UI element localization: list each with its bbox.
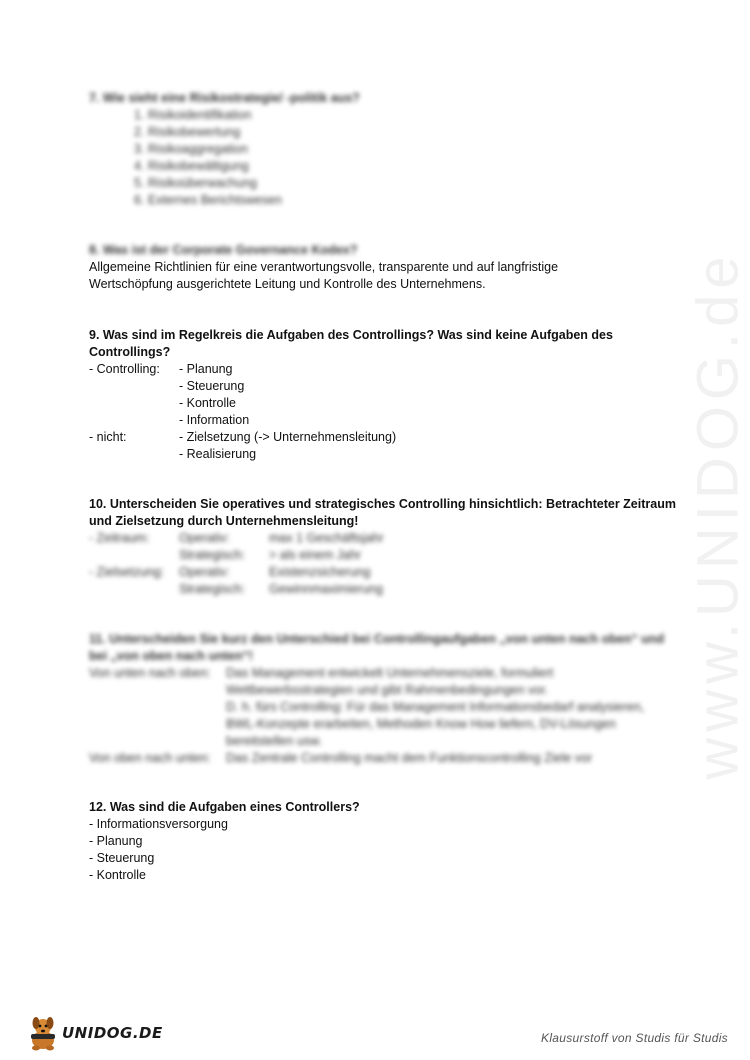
- question-8-answer-line-1: Allgemeine Richtlinien für eine verantwortungsvolle, transparente und auf langfristige: [89, 260, 559, 274]
- list-item: - Steuerung: [179, 379, 245, 393]
- nicht-label: - nicht:: [89, 430, 127, 444]
- text-line: BWL-Konzepte erarbeiten, Methoden Know How liefern, DV-Lösungen: [226, 717, 616, 731]
- text-line: D. h. fürs Controlling: Für das Management Informationsbedarf analysieren,: [226, 700, 645, 714]
- table-cell: [89, 581, 179, 598]
- controlling-label: - Controlling:: [89, 362, 160, 376]
- text-line: Wettbewerbsstrategien und gibt Rahmenbedingungen vor.: [226, 683, 549, 697]
- question-12: [89, 799, 669, 884]
- question-10: [89, 496, 689, 598]
- table-cell: Gewinnmaximierung: [269, 582, 383, 596]
- table-cell: [89, 547, 179, 564]
- table-cell: - Zielsetzung:: [89, 565, 165, 579]
- table-row: [89, 530, 689, 547]
- up-lines: [226, 665, 689, 750]
- question-8: [89, 242, 669, 293]
- nicht-items: [179, 429, 669, 463]
- list-item: 4. Risikobewältigung: [134, 159, 249, 173]
- logo-text: UNIDOG.DE: [62, 1023, 163, 1042]
- question-9-title-line-2: Controllings?: [89, 345, 171, 359]
- question-11: [89, 631, 689, 767]
- question-9-title-line-1: 9. Was sind im Regelkreis die Aufgaben des Controllings? Was sind keine Aufgaben des: [89, 328, 613, 342]
- question-8-answer-line-2: Wertschöpfung ausgerichtete Leitung und Kontrolle des Unternehmens.: [89, 277, 486, 291]
- list-item: - Informationsversorgung: [89, 817, 228, 831]
- up-label: Von unten nach oben:: [89, 666, 211, 680]
- question-10-title-line-2: und Zielsetzung durch Unternehmensleitung!: [89, 514, 359, 528]
- question-10-table: [89, 530, 689, 598]
- nicht-row: [89, 429, 669, 463]
- dog-icon: [26, 1014, 60, 1052]
- table-cell: > als einem Jahr: [269, 548, 362, 562]
- table-cell: Operativ:: [179, 531, 230, 545]
- list-item: 2. Risikobewertung: [134, 125, 241, 139]
- table-cell: - Zeitraum:: [89, 531, 150, 545]
- list-item: - Planung: [179, 362, 233, 376]
- list-item: - Steuerung: [89, 851, 155, 865]
- table-cell: max 1 Geschäftsjahr: [269, 531, 384, 545]
- table-row: [89, 564, 689, 581]
- down-line: Das Zentrale Controlling macht dem Funktionscontrolling Ziele vor: [226, 751, 593, 765]
- list-item: 3. Risikoaggregation: [134, 142, 248, 156]
- down-label: Von oben nach unten:: [89, 751, 211, 765]
- unidog-logo: [26, 1014, 163, 1052]
- table-row: [89, 581, 689, 598]
- text-line: bereitstellen usw.: [226, 734, 322, 748]
- list-item: 6. Externes Berichtswesen: [134, 193, 282, 207]
- footer-tagline: Klausurstoff von Studis für Studis: [541, 1031, 728, 1045]
- table-row: [89, 547, 689, 564]
- list-item: - Realisierung: [179, 447, 257, 461]
- list-item: 1. Risikoidentifikation: [134, 108, 252, 122]
- question-12-title: 12. Was sind die Aufgaben eines Controllers?: [89, 800, 360, 814]
- list-item: - Kontrolle: [179, 396, 236, 410]
- question-8-title: 8. Was ist der Corporate Governance Kodex?: [89, 243, 358, 257]
- table-cell: Operativ:: [179, 565, 230, 579]
- list-item: - Kontrolle: [89, 868, 146, 882]
- question-11-title-line-1: 11. Unterscheiden Sie kurz den Unterschied bei Controllingaufgaben „von unten nach oben“ und: [89, 632, 665, 646]
- list-item: - Planung: [89, 834, 143, 848]
- list-item: - Zielsetzung (-> Unternehmensleitung): [179, 430, 397, 444]
- question-10-title-line-1: 10. Unterscheiden Sie operatives und strategisches Controlling hinsichtlich: Betrachteter Zeitraum: [89, 497, 676, 511]
- table-cell: Strategisch:: [179, 582, 246, 596]
- list-item: 5. Risikoüberwachung: [134, 176, 257, 190]
- down-row: [89, 750, 689, 767]
- question-11-title-line-2: bei „von oben nach unten“!: [89, 649, 253, 663]
- up-row: [89, 665, 689, 750]
- question-7: [89, 90, 669, 209]
- question-9: [89, 327, 669, 463]
- list-item: - Information: [179, 413, 250, 427]
- text-line: Das Management entwickelt Unternehmensziele, formuliert: [226, 666, 554, 680]
- table-cell: Strategisch:: [179, 548, 246, 562]
- watermark: www.UNIDOG.de: [685, 250, 750, 780]
- table-cell: Existenzsicherung: [269, 565, 371, 579]
- question-7-title: 7. Wie sieht eine Risikostrategie/ -politik aus?: [89, 91, 360, 105]
- controlling-items: [179, 361, 669, 429]
- question-7-list: [89, 107, 669, 209]
- controlling-row: [89, 361, 669, 429]
